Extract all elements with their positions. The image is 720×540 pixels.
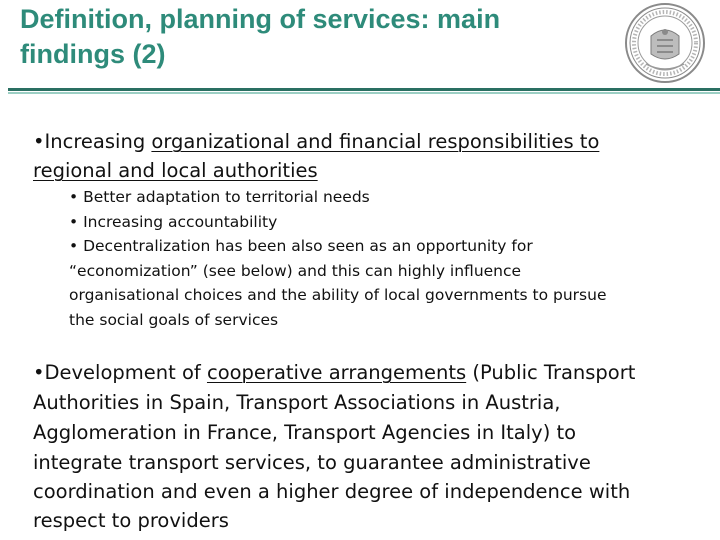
slide-title-line-2: findings (2) xyxy=(20,39,166,69)
sub-bullet-2: • Increasing accountability xyxy=(69,212,278,231)
sub-bullet-1: • Better adaptation to territorial needs xyxy=(69,188,370,206)
bullet-2-prefix: •Development of xyxy=(33,361,207,384)
bullet-2-line-4: integrate transport services, to guarantee administrative xyxy=(33,451,591,474)
bullet-2-line-1 xyxy=(33,358,635,388)
slide-title xyxy=(20,2,600,72)
university-seal-icon xyxy=(624,2,706,84)
bullet-2-line-2: Authorities in Spain, Transport Associations in Austria, xyxy=(33,391,561,414)
title-divider xyxy=(8,88,720,91)
bullet-2-suffix: (Public Transport xyxy=(466,361,636,384)
bullet-1-marker: • xyxy=(33,130,45,153)
sub-bullet-3-cont-2: organisational choices and the ability of local governments to pursue xyxy=(69,286,607,304)
title-divider-accent xyxy=(8,92,720,94)
bullet-2-underlined: cooperative arrangements xyxy=(206,361,467,384)
sub-bullet-3-cont-1: “economization” (see below) and this can highly influence xyxy=(69,261,522,280)
bullet-2-line-6: respect to providers xyxy=(33,509,229,532)
bullet-1-line-2 xyxy=(33,157,318,185)
sub-bullet-3-cont-3: the social goals of services xyxy=(69,310,279,329)
sub-bullet-3: • Decentralization has been also seen as an opportunity for xyxy=(69,237,533,255)
bullet-2-line-3: Agglomeration in France, Transport Agencies in Italy) to xyxy=(33,421,577,444)
bullet-2-line-5: coordination and even a higher degree of independence with xyxy=(33,480,631,503)
bullet-1-line-1 xyxy=(33,128,599,156)
bullet-1-prefix: Increasing xyxy=(44,130,152,153)
bullet-1-underlined-1: organizational and financial responsibilities to xyxy=(151,130,600,153)
slide-title-line-1: Definition, planning of services: main xyxy=(20,4,501,34)
bullet-1-underlined-2: regional and local authorities xyxy=(33,159,318,182)
